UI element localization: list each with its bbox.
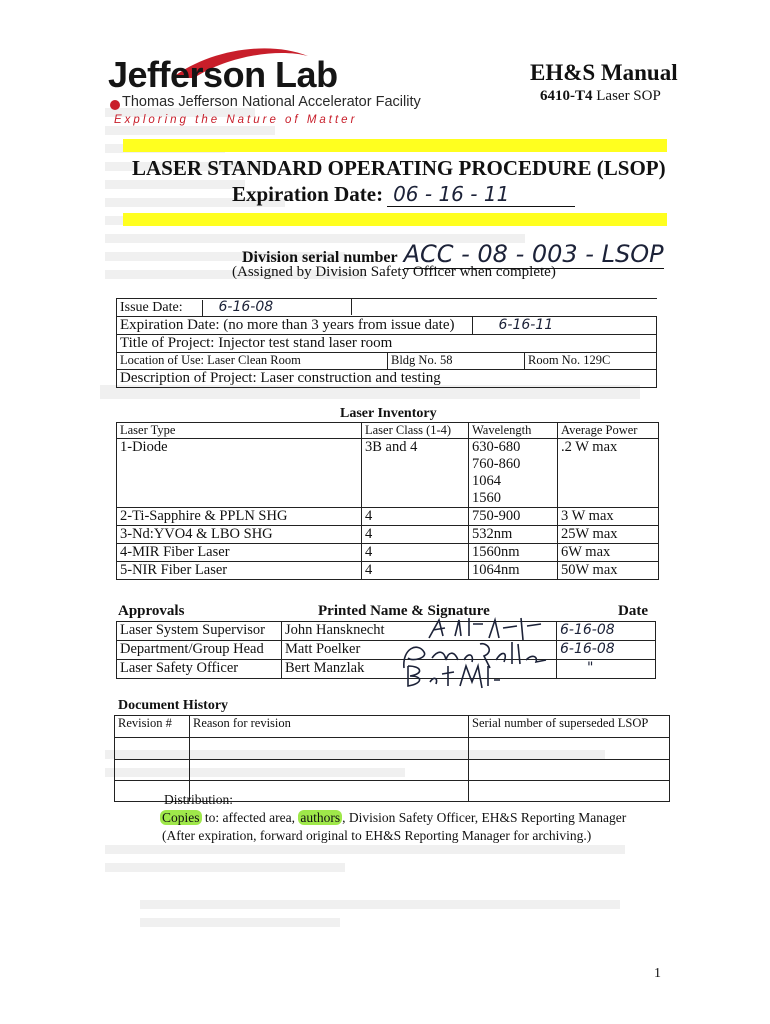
laser-power: 3 W max (558, 508, 659, 526)
header-average-power: Average Power (558, 423, 659, 439)
serial-note: (Assigned by Division Safety Officer when complete) (232, 264, 556, 280)
room-number: Room No. 129C (525, 353, 657, 370)
history-header-row (115, 716, 670, 738)
expiration-line (232, 182, 575, 207)
location-row (117, 353, 657, 370)
approval-date: 6-16-08 (557, 622, 656, 641)
expiration-handwritten-value: 06 - 16 - 11 (387, 182, 575, 207)
inventory-heading: Laser Inventory (340, 406, 437, 421)
approvals-heading: Approvals (118, 603, 185, 619)
authors-text: authors (300, 810, 341, 825)
manual-code-number: 6410-T4 (540, 88, 593, 104)
laser-wavelength: 1560nm (469, 544, 558, 562)
approval-role: Laser Safety Officer (117, 660, 282, 679)
approval-date: " (557, 660, 656, 679)
laser-class: 4 (362, 526, 469, 544)
issue-date-row (117, 299, 657, 317)
laser-class: 3B and 4 (362, 439, 469, 508)
logo-tagline: Exploring the Nature of Matter (114, 114, 358, 126)
laser-wavelength: 532nm (469, 526, 558, 544)
laser-type: 1-Diode (117, 439, 362, 508)
inventory-row (117, 508, 659, 526)
document-title: LASER STANDARD OPERATING PROCEDURE (LSOP) (132, 156, 666, 180)
approval-date: 6-16-08 (557, 641, 656, 660)
approval-name: Bert Manzlak (282, 660, 557, 679)
copies-text: Copies (162, 810, 200, 825)
location-of-use: Location of Use: Laser Clean Room (117, 353, 388, 370)
approval-row (117, 660, 656, 679)
wavelength-line: 760-860 (472, 456, 521, 472)
signature-manzlak (400, 660, 520, 690)
header-laser-class: Laser Class (1-4) (362, 423, 469, 439)
approvals-table (116, 621, 656, 679)
laser-type: 3-Nd:YVO4 & LBO SHG (117, 526, 362, 544)
highlight-bar-top (123, 139, 667, 152)
document-history-table (114, 715, 670, 802)
header-reason: Reason for revision (190, 716, 469, 738)
issue-date-value: 6-16-08 (207, 299, 352, 315)
laser-type: 5-NIR Fiber Laser (117, 562, 362, 580)
serial-label: Division serial number (242, 249, 398, 266)
header-revision-number: Revision # (115, 716, 190, 738)
laser-class: 4 (362, 508, 469, 526)
history-row (115, 760, 670, 781)
wavelength-line: 630-680 (472, 439, 521, 455)
manual-code (540, 88, 661, 105)
approval-row (117, 622, 656, 641)
laser-type: 2-Ti-Sapphire & PPLN SHG (117, 508, 362, 526)
expiration-row (117, 317, 657, 335)
serial-handwritten-value: ACC - 08 - 003 - LSOP (403, 240, 664, 268)
manual-title: EH&S Manual (530, 60, 678, 85)
highlight-bar-bottom (123, 213, 667, 226)
wavelength-line: 1064 (472, 473, 501, 489)
project-title-row (117, 335, 657, 353)
approval-name: John Hansknecht (282, 622, 557, 641)
distribution-line-2: (After expiration, forward original to EH&S Reporting Manager for archiving.) (162, 828, 592, 843)
building-number: Bldg No. 58 (388, 353, 525, 370)
laser-power: 6W max (558, 544, 659, 562)
approval-role: Laser System Supervisor (117, 622, 282, 641)
laser-class: 4 (362, 544, 469, 562)
page-number: 1 (654, 966, 661, 981)
header-superseded-serial: Serial number of superseded LSOP (469, 716, 670, 738)
logo-subtitle: Thomas Jefferson National Accelerator Facility (122, 94, 421, 110)
date-heading: Date (618, 603, 648, 619)
expiration-limit-value: 6-16-11 (498, 317, 554, 333)
distribution-label: Distribution: (164, 792, 234, 807)
inventory-row (117, 562, 659, 580)
inventory-row (117, 544, 659, 562)
description-row (117, 370, 657, 388)
laser-wavelength: 750-900 (469, 508, 558, 526)
laser-wavelength (469, 439, 558, 508)
manual-code-suffix: Laser SOP (596, 88, 661, 104)
distribution-text: to: affected area, (201, 810, 299, 825)
printed-name-heading: Printed Name & Signature (318, 603, 490, 619)
inventory-row (117, 439, 659, 508)
laser-power: 50W max (558, 562, 659, 580)
inventory-header-row (117, 423, 659, 439)
header-wavelength: Wavelength (469, 423, 558, 439)
distribution-line-1 (160, 810, 626, 826)
project-title: Title of Project: Injector test stand laser room (117, 335, 657, 353)
laser-inventory-table (116, 422, 659, 580)
laser-wavelength: 1064nm (469, 562, 558, 580)
project-description: Description of Project: Laser construction and testing (117, 370, 657, 388)
history-row (115, 738, 670, 760)
logo-wordmark: Jefferson Lab (108, 54, 338, 95)
jefferson-lab-logo (108, 44, 468, 128)
laser-power: 25W max (558, 526, 659, 544)
distribution-recipients: , Division Safety Officer, EH&S Reporting Manager (342, 810, 627, 825)
approval-role: Department/Group Head (117, 641, 282, 660)
issue-date-label: Issue Date: (120, 300, 203, 316)
project-info-table (116, 298, 657, 388)
history-heading: Document History (118, 698, 229, 713)
expiration-label: Expiration Date: (232, 182, 384, 206)
approval-row (117, 641, 656, 660)
inventory-row (117, 526, 659, 544)
logo-dot-icon (110, 100, 120, 110)
expiration-limit-label: Expiration Date: (no more than 3 years from issue date) (120, 317, 473, 334)
laser-power: .2 W max (558, 439, 659, 508)
wavelength-line: 1560 (472, 490, 501, 506)
approval-name: Matt Poelker (282, 641, 557, 660)
laser-class: 4 (362, 562, 469, 580)
laser-type: 4-MIR Fiber Laser (117, 544, 362, 562)
header-laser-type: Laser Type (117, 423, 362, 439)
